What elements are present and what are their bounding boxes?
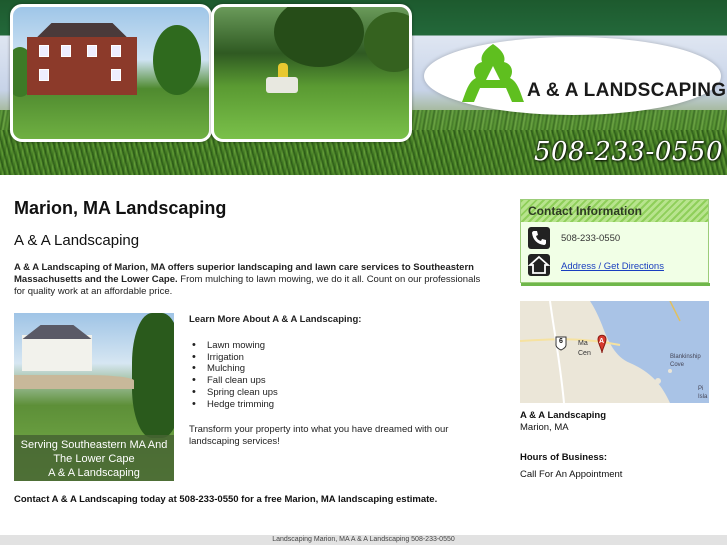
caption-line: Serving Southeastern MA And [20,439,168,451]
contact-cta-text: Contact A & A Landscaping today at 508-233-0550 for a free Marion, MA landscaping estimate. [14,494,438,505]
home-icon [528,254,550,276]
header-photo-house [10,4,212,142]
map-route-label: 6 [559,338,563,345]
services-list [189,340,479,410]
main-content [14,198,484,483]
transform-text: Transform your property into what you have dreamed with our landscaping services! [189,424,449,448]
map-town-label: Ma Cen [578,340,591,357]
location-map[interactable] [520,301,709,403]
directions-link[interactable]: Address / Get Directions [561,261,664,272]
house-shape [22,335,92,371]
list-item: • Spring clean ups [189,387,479,399]
header-banner [0,0,727,175]
hours-title: Hours of Business: [520,452,608,463]
contact-info-box [520,199,709,283]
page-subtitle: A & A Landscaping [14,232,140,249]
learn-more-title: Learn More About A & A Landscaping: [189,314,362,325]
stone-wall [14,375,134,389]
tree-shape [153,25,201,95]
feature-section [14,313,484,483]
tree-shape [364,12,412,72]
feature-caption [14,435,174,481]
intro-paragraph [14,262,484,298]
house-shape [27,37,137,95]
logo-tree-a-icon [460,42,526,104]
tree-shape [274,4,364,67]
map-marker-label: A [599,338,605,345]
phone-icon [528,227,550,249]
learn-more-block [189,313,479,448]
feature-garden-image [14,313,174,481]
hours-text: Call For An Appointment [520,469,623,480]
business-location: Marion, MA [520,422,569,433]
caption-line: The Lower Cape [53,453,135,465]
intro-bold-text: A & A Landscaping of Marion, MA offers superior landscaping and lawn care services to Southeastern Massachusetts and the Lower Cape. [14,262,474,285]
contact-address-row [521,251,708,278]
contact-box-bottom-bar [521,283,710,286]
hedge-shape [132,313,174,438]
page-title: Marion, MA Landscaping [14,198,227,218]
logo-text: A & A LANDSCAPING [527,80,727,101]
map-cove-label: Blankinship Cove [670,354,701,368]
footer: Landscaping Marion, MA A & A Landscaping 508-233-0550 [0,535,727,545]
list-item: • Mulching [189,363,479,375]
header-phone-number: 508-233-0550 [534,137,723,167]
list-item: • Fall clean ups [189,375,479,387]
house-roof [16,325,98,339]
contact-phone-number: 508-233-0550 [561,233,621,244]
business-name: A & A Landscaping [520,410,607,421]
list-item: • Lawn mowing [189,340,479,352]
contact-info-title: Contact Information [521,200,708,222]
list-item: • Irrigation [189,352,479,364]
list-item: • Hedge trimming [189,399,479,411]
header-photo-mower [211,4,412,142]
map-graphic [520,301,709,403]
caption-line: A & A Landscaping [48,467,140,479]
map-island-label: Pi Isla [698,386,708,400]
contact-phone-row [521,224,708,251]
intro-text: From mulching to lawn mowing, we do it all. Count on our professionals for quality work at an affordable price. [14,274,481,297]
lawn-mower-shape [266,77,298,93]
